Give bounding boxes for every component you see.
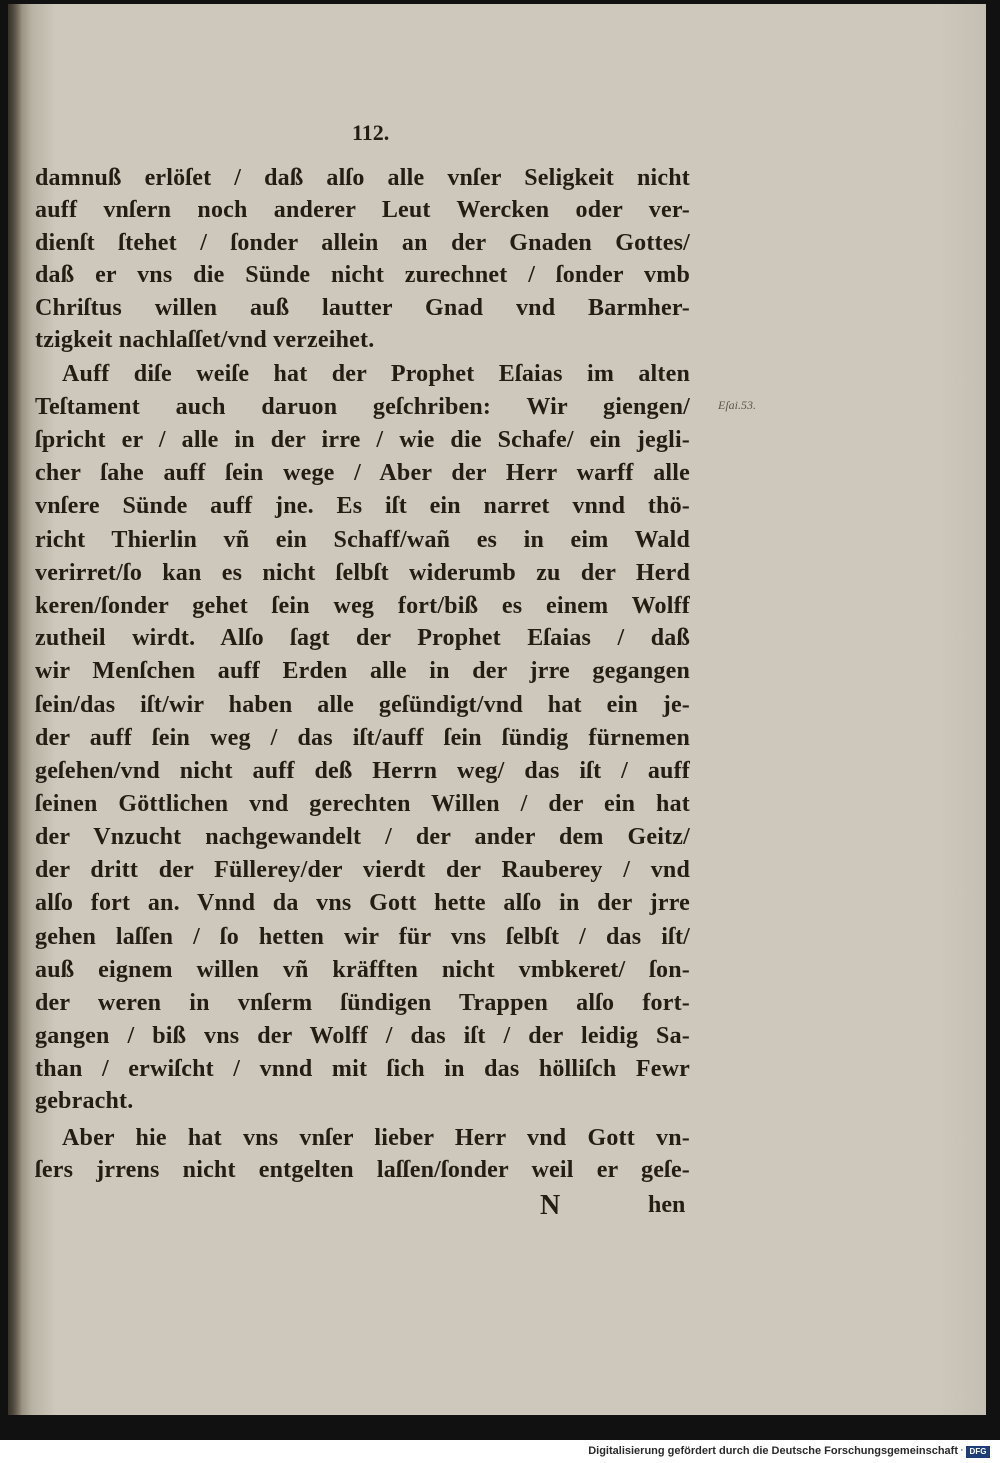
text-line: Teſtament auch daruon geſchriben: Wir giengen/ <box>35 394 690 420</box>
text-line: der auff ſein weg / das iſt/auff ſein ſündig fürnemen <box>35 725 690 751</box>
text-line: der dritt der Füllerey/der vierdt der Rauberey / vnd <box>35 857 690 883</box>
text-line: ſpricht er / alle in der irre / wie die Schafe/ ein jegli- <box>35 427 690 453</box>
signature-mark: N <box>540 1190 561 1221</box>
text-line: ſers jrrens nicht entgelten laſſen/ſonder weil er geſe- <box>35 1157 690 1183</box>
text-line: Aber hie hat vns vnſer lieber Herr vnd Gott vn- <box>62 1125 690 1151</box>
text-line: cher ſahe auff ſein wege / Aber der Herr warff alle <box>35 460 690 486</box>
page-number: 112. <box>352 120 390 145</box>
text-line: dienſt ſtehet / ſonder allein an der Gnaden Gottes/ <box>35 230 690 256</box>
dfg-logo-icon: DFG <box>966 1446 990 1458</box>
text-line: geſehen/vnd nicht auff deß Herrn weg/ das iſt / auff <box>35 758 690 784</box>
text-line: auff vnſern noch anderer Leut Wercken oder ver- <box>35 197 690 223</box>
text-line: ſeinen Göttlichen vnd gerechten Willen / der ein hat <box>35 791 690 817</box>
page-gutter-shadow <box>8 4 22 1415</box>
text-line: auß eignem willen vñ kräfften nicht vmbkeret/ ſon- <box>35 957 690 983</box>
text-line: daß er vns die Sünde nicht zurechnet / ſonder vmb <box>35 262 690 288</box>
text-line: gebracht. <box>35 1088 134 1114</box>
text-line: zutheil wirdt. Alſo ſagt der Prophet Eſaias / daß <box>35 625 690 651</box>
text-line: tzigkeit nachlaſſet/vnd verzeihet. <box>35 327 375 353</box>
text-line: gangen / biß vns der Wolff / das iſt / der leidig Sa- <box>35 1023 690 1049</box>
text-line: verirret/ſo kan es nicht ſelbſt widerumb zu der Herd <box>35 560 690 586</box>
text-line: der weren in vnſerm ſündigen Trappen alſo fort- <box>35 990 690 1016</box>
text-line: keren/ſonder gehet ſein weg fort/biß es einem Wolff <box>35 593 690 619</box>
text-line: alſo fort an. Vnnd da vns Gott hette alſo in der jrre <box>35 890 690 916</box>
text-line: Auff diſe weiſe hat der Prophet Eſaias im alten <box>62 361 690 387</box>
text-line: ſein/das iſt/wir haben alle geſündigt/vnd hat ein je- <box>35 692 690 718</box>
text-line: richt Thierlin vñ ein Schaff/wañ es in eim Wald <box>35 527 690 553</box>
text-line: wir Menſchen auff Erden alle in der jrre gegangen <box>35 658 690 684</box>
text-line: than / erwiſcht / vnnd mit ſich in das hölliſch Fewr <box>35 1056 690 1082</box>
footer-bar <box>0 1440 1000 1463</box>
footer-separator: · <box>960 1444 964 1456</box>
text-line: damnuß erlöſet / daß alſo alle vnſer Seligkeit nicht <box>35 165 690 191</box>
text-line: Chriſtus willen auß lautter Gnad vnd Barmher- <box>35 295 690 321</box>
text-line: gehen laſſen / ſo hetten wir für vns ſelbſt / das iſt/ <box>35 924 690 950</box>
text-line: der Vnzucht nachgewandelt / der ander dem Geitz/ <box>35 824 690 850</box>
catchword: hen <box>648 1192 686 1218</box>
funding-credit: Digitalisierung gefördert durch die Deutsche Forschungsgemeinschaft <box>588 1445 958 1457</box>
text-line: vnſere Sünde auff jne. Es iſt ein narret vnnd thö- <box>35 493 690 519</box>
margin-note: Eſai.53. <box>718 398 756 412</box>
